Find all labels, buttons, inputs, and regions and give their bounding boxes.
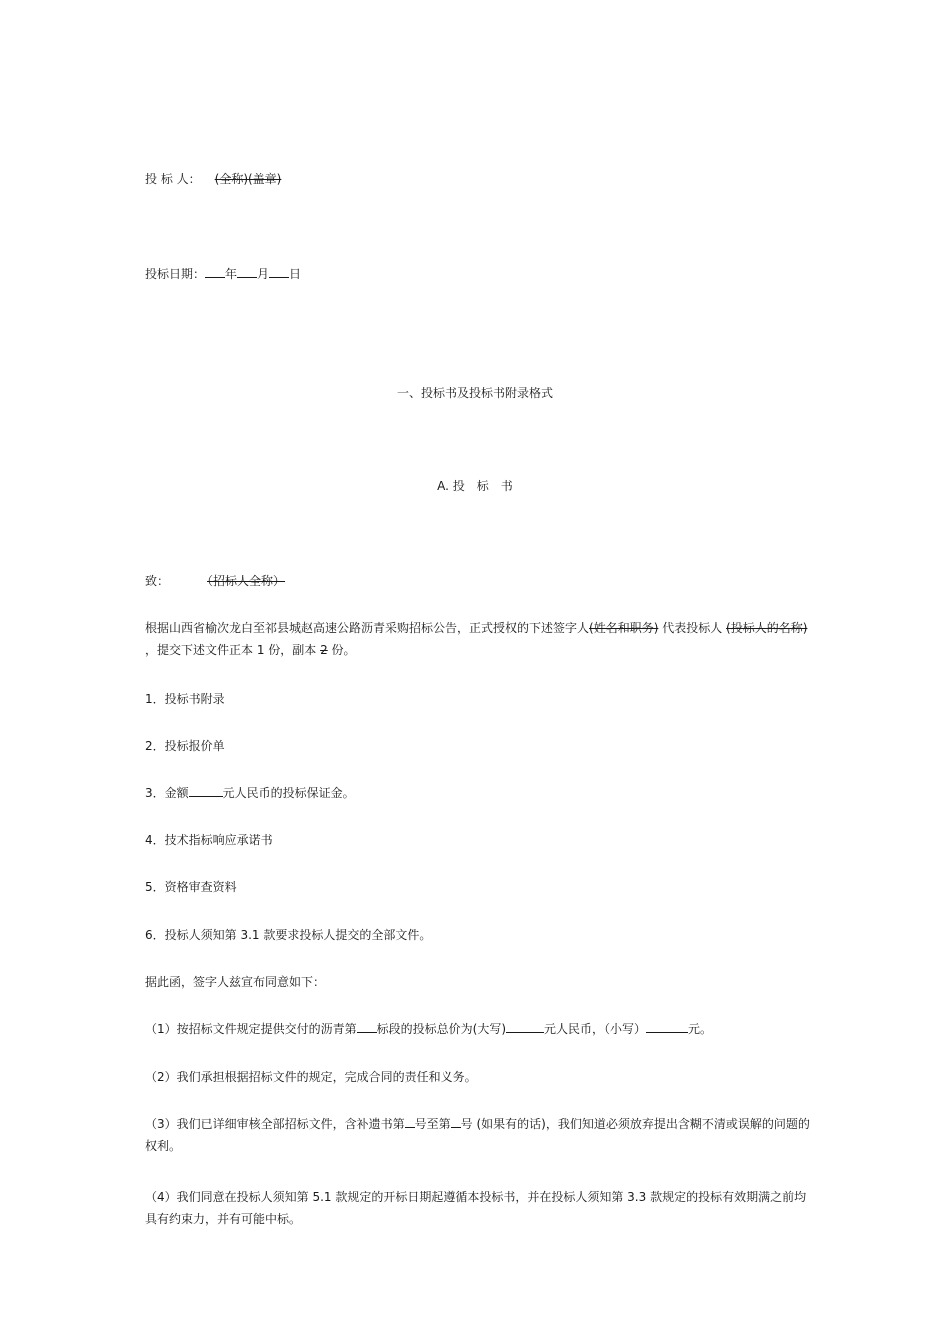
list-item [145, 877, 810, 897]
to-line [145, 571, 810, 591]
item-number: 2． [145, 739, 165, 753]
item-text: 技术指标响应承诺书 [164, 833, 273, 847]
intro-text-1: 根据山西省榆次龙白至祁县城赵高速公路沥青采购招标公告，正式授权的下述签字人 [145, 621, 590, 635]
item-text: 金额 [164, 786, 189, 800]
clause-text: 元人民币，（小写） [544, 1022, 647, 1036]
to-label: 致： [145, 574, 170, 588]
clause-3 [145, 1113, 810, 1157]
item-number: 6． [145, 928, 165, 942]
clause-text: （1）按招标文件规定提供交付的沥青第 [145, 1022, 357, 1036]
date-label: 投标日期： [145, 267, 206, 281]
amount-blank [189, 787, 223, 797]
clause-2: （2）我们承担根据招标文件的规定，完成合同的责任和义务。 [145, 1070, 477, 1084]
item-number: 5． [145, 880, 165, 894]
month-label: 月 [257, 267, 270, 281]
item-text: 投标报价单 [164, 739, 225, 753]
clause-4: （4）我们同意在投标人须知第 5.1 款规定的开标日期起遵循本投标书，并在投标人须知第 3.3 款规定的投标有效期满之前均具有约束力，并有可能中标。 [145, 1190, 807, 1226]
item-number: 1． [145, 692, 165, 706]
clause-text: 号 (如果有的话)，我们知道必须放弃提出含糊不清或误解的问题的权利。 [145, 1117, 810, 1153]
section-title: 一、投标书及投标书附录格式 [396, 386, 553, 400]
intro-paragraph [145, 617, 810, 661]
day-blank [269, 268, 289, 278]
month-blank [237, 268, 257, 278]
date-line [145, 264, 810, 284]
declare-line: 据此函，签字人兹宣布同意如下： [145, 975, 326, 989]
item-number: 3． [145, 786, 165, 800]
clause-text: （3）我们已详细审核全部招标文件，含补遗书第 [145, 1117, 405, 1131]
list-item [145, 736, 810, 756]
addendum-to-blank [451, 1118, 461, 1128]
item-text: 资格审查资料 [164, 880, 237, 894]
clause-text: 元。 [688, 1022, 713, 1036]
to-fill: （招标人全称） [207, 574, 286, 588]
year-label: 年 [225, 267, 238, 281]
item-text: 投标书附录 [164, 692, 225, 706]
lot-blank [357, 1023, 377, 1033]
intro-text-3: ，提交下述文件正本 1 份，副本 [145, 643, 321, 657]
intro-text-4: 份。 [327, 643, 356, 657]
intro-text-2: 代表投标人 [658, 621, 727, 635]
item-text: 元人民币的投标保证金。 [222, 786, 355, 800]
list-item [145, 830, 810, 850]
intro-copies: 2 [320, 643, 328, 657]
sub-title: A. 投 标 书 [437, 479, 513, 493]
list-item [145, 689, 810, 709]
year-blank [205, 268, 225, 278]
bidder-label: 投 标 人： [145, 172, 201, 186]
total-figures-blank [646, 1023, 688, 1033]
intro-signer: (姓名和职务) [589, 621, 659, 635]
clause-text: 号至第 [414, 1117, 451, 1131]
list-item [145, 783, 810, 803]
item-number: 4． [145, 833, 165, 847]
addendum-from-blank [405, 1118, 415, 1128]
bidder-fill: (全称)(盖章) [214, 172, 282, 186]
clause-1 [145, 1019, 810, 1039]
total-words-blank [506, 1023, 544, 1033]
clause-text: 标段的投标总价为(大写) [376, 1022, 507, 1036]
list-item [145, 925, 810, 945]
bidder-line [145, 169, 810, 189]
day-label: 日 [289, 267, 302, 281]
intro-bidder-name: (投标人的名称) [726, 621, 808, 635]
item-text: 投标人须知第 3.1 款要求投标人提交的全部文件。 [164, 928, 432, 942]
